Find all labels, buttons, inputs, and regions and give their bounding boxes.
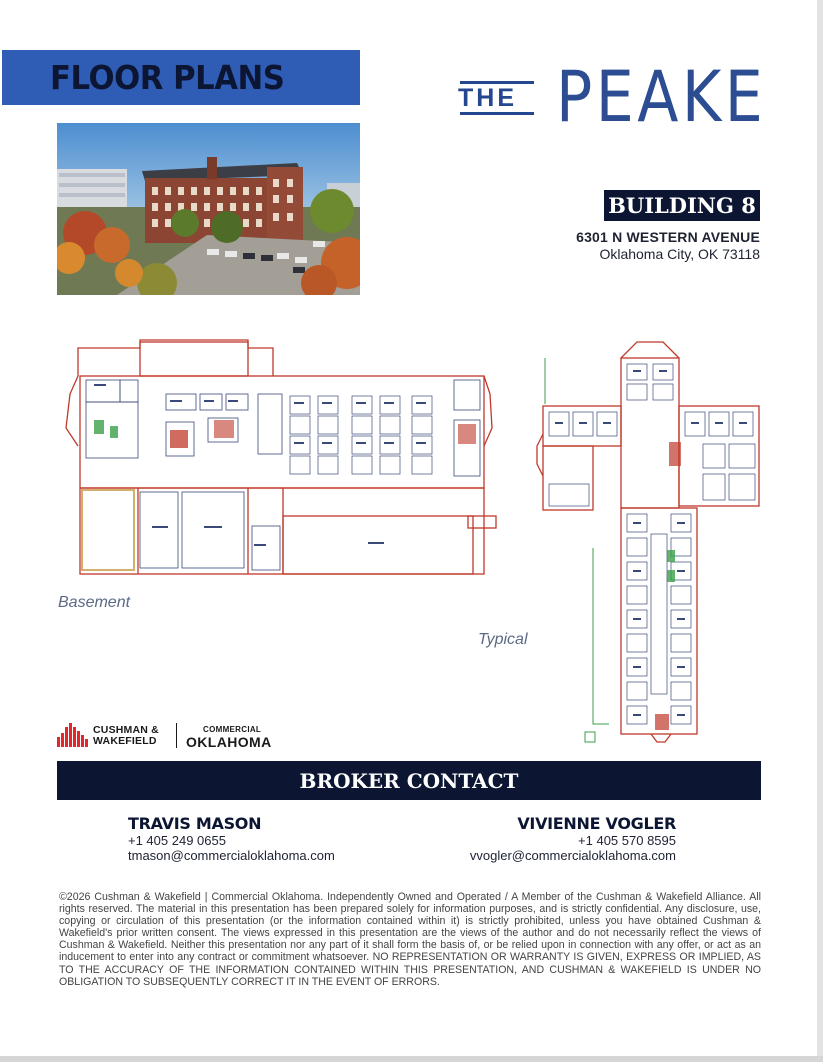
broker-name: TRAVIS MASON [128,814,262,833]
broker-email[interactable]: tmason@commercialoklahoma.com [128,848,335,863]
page-shadow-bottom [0,1056,823,1062]
logo-the-text: THE [458,84,517,112]
basement-floor-plan [58,336,498,580]
broker-contact-heading: BROKER CONTACT [57,761,761,800]
cw-wordmark [93,725,159,747]
building-aerial-photo [57,123,360,295]
logo-rule-bottom [460,112,534,115]
broker-card-travis [128,815,335,863]
page-title: FLOOR PLANS [50,58,285,97]
typical-label: Typical [478,631,528,648]
broker-card-vivienne [470,815,676,863]
oklahoma-wordmark: OKLAHOMA [186,734,272,750]
basement-label: Basement [58,594,131,611]
broker-phone[interactable]: +1 405 570 8595 [578,833,676,848]
page-shadow-right [817,0,823,1062]
cw-line1: CUSHMAN & [93,724,159,736]
city-state-zip: Oklahoma City, OK 73118 [599,246,760,262]
broker-name: VIVIENNE VOGLER [517,814,676,833]
floor-plans-title-bar [2,50,360,105]
street-address: 6301 N WESTERN AVENUE [576,229,760,245]
cushman-wakefield-commercial-oklahoma-logo [57,722,287,750]
commercial-wordmark: COMMERCIAL [203,725,262,734]
legal-disclaimer: ©2026 Cushman & Wakefield | Commercial Oklahoma. Independently Owned and Operated / A Member of the Cushman & Wakefield Alliance. All rights reserved. The material in this presentation has been prepared solely for information purposes, and is strictly confidential. Any disclosure, use, copying or circulation of this presentation (or the information contained within it) is strictly prohibited, unless you have obtained Cushman & Wakefield's prior written consent. The views expressed in this presentation are the views of the author and do not necessarily reflect the views of Cushman & Wakefield. Neither this presentation nor any part of it shall form the basis of, or be relied upon in connection with any offer, or act as an inducement to enter into any contract or commitment whatsoever. NO REPRESENTATION OR WARRANTY IS GIVEN, EXPRESS OR IMPLIED, AS TO THE ACCURACY OF THE INFORMATION CONTAINED WITHIN THIS PRESENTATION, AND CUSHMAN & WAKEFIELD IS UNDER NO OBLIGATION TO SUBSEQUENTLY CORRECT IT IN THE EVENT OF ERRORS. [59,891,761,988]
the-peake-logo [458,56,767,142]
broker-email[interactable]: vvogler@commercialoklahoma.com [469,848,676,863]
logo-peake-text: PEAKE [556,56,767,138]
cw-line2: WAKEFIELD [93,735,157,747]
typical-floor-plan [533,334,763,746]
logo-divider [176,723,177,748]
broker-phone[interactable]: +1 405 249 0655 [128,833,226,848]
building-tag: BUILDING 8 [604,190,760,221]
cushman-wakefield-mark-icon [57,723,89,747]
